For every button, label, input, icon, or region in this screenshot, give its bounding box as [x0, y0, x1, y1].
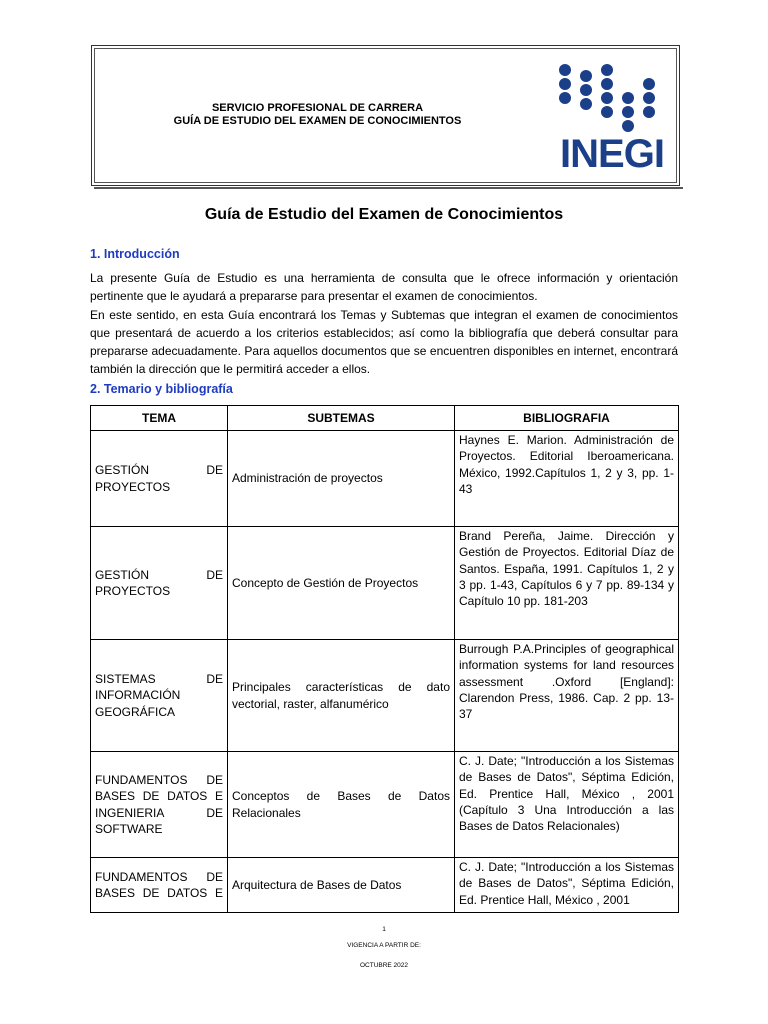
section-heading-temario: 2. Temario y bibliografía — [90, 382, 233, 396]
subtema-cell: Conceptos de Bases de Datos Relacionales — [228, 752, 455, 858]
tema-cell: GESTIÓN DE PROYECTOS — [91, 431, 228, 527]
bibliografia-cell: Burrough P.A.Principles of geographical information systems for land resources assessment .Oxford [England]: Clarendon Press, 1986. Cap. 2 pp. 13-37 — [455, 640, 679, 752]
document-header — [91, 45, 680, 186]
tema-cell: SISTEMAS DE INFORMACIÓN GEOGRÁFICA — [91, 640, 228, 752]
column-header-subtemas: SUBTEMAS — [228, 406, 455, 431]
table-header-row — [91, 406, 679, 431]
header-line-2: GUÍA DE ESTUDIO DEL EXAMEN DE CONOCIMIENTOS — [173, 115, 462, 127]
inegi-logo — [555, 62, 667, 174]
table-row — [91, 527, 679, 640]
tema-cell: FUNDAMENTOS DE BASES DE DATOS E INGENIERIA DE SOFTWARE — [91, 752, 228, 858]
vigencia-date: OCTUBRE 2022 — [359, 962, 409, 969]
subtema-cell: Administración de proyectos — [228, 431, 455, 527]
table-row — [91, 431, 679, 527]
logo-wordmark: INEGI — [560, 132, 664, 176]
bibliografia-cell: Brand Pereña, Jaime. Dirección y Gestión de Proyectos. Editorial Díaz de Santos. España, 1991. Capítulos 1, 2 y 3 pp. 1-43, Capítulos 6 y 7 pp. 89-134 y Capítulo 10 pp. 181-203 — [455, 527, 679, 640]
table-row — [91, 752, 679, 858]
bibliografia-cell: C. J. Date; "Introducción a los Sistemas de Bases de Datos", Séptima Edición, Ed. Prentice Hall, México , 2001 — [455, 858, 679, 913]
temario-table — [90, 405, 679, 913]
intro-paragraph-2: En este sentido, en esta Guía encontrará los Temas y Subtemas que integran el examen de conocimientos que presentará de acuerdo a los criterios establecidos; así como la bibliografía que deberá consultar para prepararse adecuadamente. Para aquellos documentos que se encuentren disponibles en internet, encontrará también la dirección que le permitirá acceder a ellos. — [90, 308, 678, 376]
bibliografia-cell: Haynes E. Marion. Administración de Proyectos. Editorial Iberoamericana. México, 1992.Capítulos 1, 2 y 3, pp. 1-43 — [455, 431, 679, 527]
section-heading-introduccion: 1. Introducción — [90, 247, 180, 261]
vigencia-label: VIGENCIA A PARTIR DE: — [347, 942, 421, 949]
intro-paragraph-1: La presente Guía de Estudio es una herramienta de consulta que le ofrece información y orientación pertinente que le ayudará a prepararse para presentar el examen de conocimientos. — [90, 271, 678, 303]
inegi-logo-dots-icon — [555, 62, 667, 136]
subtema-cell: Concepto de Gestión de Proyectos — [228, 527, 455, 640]
header-text — [92, 102, 543, 128]
tema-cell: FUNDAMENTOS DE BASES DE DATOS E — [91, 858, 228, 913]
table-row — [91, 858, 679, 913]
page-number: 1 — [382, 926, 386, 933]
subtema-cell: Principales características de dato vectorial, raster, alfanumérico — [228, 640, 455, 752]
column-header-tema: TEMA — [91, 406, 228, 431]
header-line-1: SERVICIO PROFESIONAL DE CARRERA — [211, 102, 424, 114]
tema-cell: GESTIÓN DE PROYECTOS — [91, 527, 228, 640]
table-row — [91, 640, 679, 752]
bibliografia-cell: C. J. Date; "Introducción a los Sistemas de Bases de Datos", Séptima Edición, Ed. Prentice Hall, México , 2001 (Capítulo 3 Una Introducción a las Bases de Datos Relacionales) — [455, 752, 679, 858]
subtema-cell: Arquitectura de Bases de Datos — [228, 858, 455, 913]
document-title: Guía de Estudio del Examen de Conocimientos — [204, 206, 564, 223]
column-header-bibliografia: BIBLIOGRAFIA — [455, 406, 679, 431]
